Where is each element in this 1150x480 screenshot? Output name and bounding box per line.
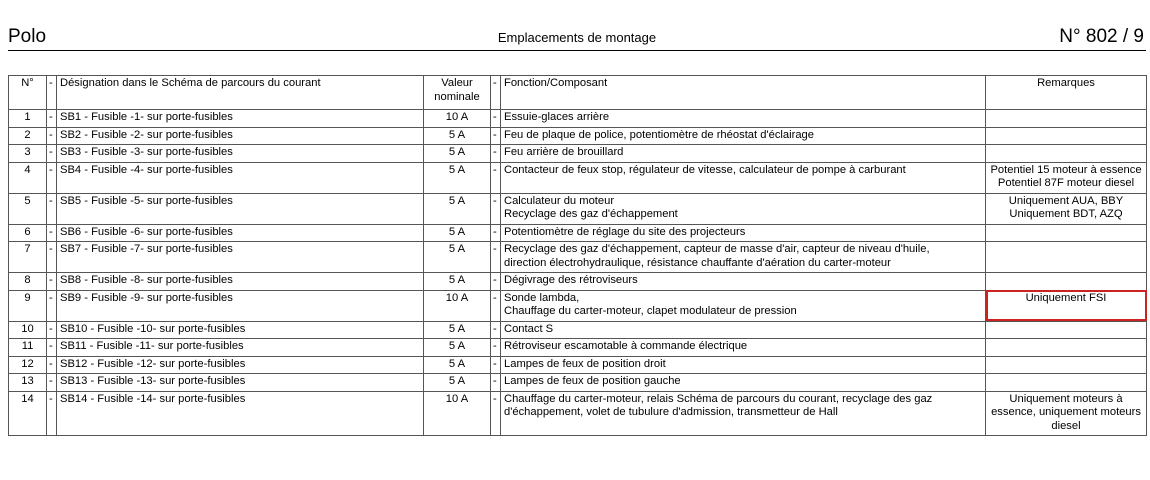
function-line: Contact S (504, 322, 554, 335)
fuse-number: 8 (9, 273, 47, 291)
fuse-remarks (986, 273, 1147, 291)
fuse-function (501, 290, 986, 321)
fuse-number: 1 (9, 110, 47, 128)
fuse-function (501, 356, 986, 374)
fuse-remarks (986, 145, 1147, 163)
fuse-number: 5 (9, 193, 47, 224)
function-line: Chauffage du carter-moteur, relais Schéma de parcours du courant, recyclage des gaz (504, 392, 933, 405)
dash-cell: - (47, 321, 57, 339)
table-row (9, 162, 1147, 193)
fuse-function (501, 162, 986, 193)
fuse-rating: 5 A (424, 127, 491, 145)
dash-cell: - (47, 224, 57, 242)
fuse-number: 3 (9, 145, 47, 163)
fuse-number: 12 (9, 356, 47, 374)
function-line: Dégivrage des rétroviseurs (504, 274, 638, 286)
table-row (9, 321, 1147, 339)
col-header-value (424, 76, 491, 110)
table-row (9, 127, 1147, 145)
fuse-remarks (986, 110, 1147, 128)
fuse-designation: SB7 - Fusible -7- sur porte-fusibles (57, 242, 424, 273)
table-row (9, 290, 1147, 321)
fuse-number: 10 (9, 321, 47, 339)
table-row (9, 242, 1147, 273)
fuse-function (501, 127, 986, 145)
remark-line: diesel (1051, 419, 1081, 432)
fuse-number: 13 (9, 374, 47, 392)
dash-cell: - (47, 356, 57, 374)
table-row (9, 374, 1147, 392)
fuse-remarks (986, 290, 1147, 321)
fuse-function (501, 193, 986, 224)
fuse-rating: 5 A (424, 145, 491, 163)
fuse-designation: SB3 - Fusible -3- sur porte-fusibles (57, 145, 424, 163)
table-row (9, 356, 1147, 374)
function-line: Rétroviseur escamotable à commande électrique (504, 340, 748, 352)
fuse-designation: SB2 - Fusible -2- sur porte-fusibles (57, 127, 424, 145)
fuse-rating: 5 A (424, 321, 491, 339)
dash-cell: - (47, 242, 57, 273)
fuse-designation: SB9 - Fusible -9- sur porte-fusibles (57, 290, 424, 321)
function-line: Calculateur du moteur (504, 194, 615, 207)
function-line: d'échappement, volet de tubulure d'admission, transmetteur de Hall (504, 406, 838, 418)
fuse-remarks (986, 391, 1147, 436)
fuse-designation: SB14 - Fusible -14- sur porte-fusibles (57, 391, 424, 436)
function-line: Essuie-glaces arrière (504, 111, 610, 123)
fuse-designation: SB11 - Fusible -11- sur porte-fusibles (57, 339, 424, 357)
dash-cell: - (47, 290, 57, 321)
function-line: Recyclage des gaz d'échappement (504, 208, 678, 220)
col-header-value-line2: nominale (434, 90, 480, 103)
fuse-number: 14 (9, 391, 47, 436)
fuse-function (501, 242, 986, 273)
fuse-rating: 10 A (424, 110, 491, 128)
fuse-function (501, 321, 986, 339)
function-line: Contacteur de feux stop, régulateur de vitesse, calculateur de pompe à carburant (504, 163, 906, 176)
dash-cell: - (47, 273, 57, 291)
fuse-rating: 5 A (424, 356, 491, 374)
fuse-function (501, 110, 986, 128)
dash-cell: - (491, 127, 501, 145)
remark-line: Uniquement FSI (1025, 291, 1107, 304)
fuse-table-body (9, 110, 1147, 436)
remark-line: essence, uniquement moteurs (991, 406, 1141, 418)
fuse-designation: SB10 - Fusible -10- sur porte-fusibles (57, 321, 424, 339)
remark-line: Uniquement AUA, BBY (1008, 194, 1124, 207)
fuse-rating: 5 A (424, 273, 491, 291)
fuse-designation: SB1 - Fusible -1- sur porte-fusibles (57, 110, 424, 128)
table-row (9, 145, 1147, 163)
fuse-number: 9 (9, 290, 47, 321)
dash-cell: - (491, 391, 501, 436)
function-line: Lampes de feux de position gauche (504, 375, 681, 387)
fuse-designation: SB6 - Fusible -6- sur porte-fusibles (57, 224, 424, 242)
remark-line: Uniquement moteurs à (1009, 392, 1123, 405)
fuse-rating: 10 A (424, 290, 491, 321)
fuse-remarks (986, 127, 1147, 145)
remark-line: Potentiel 87F moteur diesel (997, 177, 1135, 189)
fuse-remarks (986, 356, 1147, 374)
dash-cell: - (491, 110, 501, 128)
remark-line: Uniquement BDT, AZQ (1009, 208, 1123, 220)
fuse-function (501, 224, 986, 242)
fuse-number: 2 (9, 127, 47, 145)
fuse-function (501, 391, 986, 436)
function-line: Potentiomètre de réglage du site des projecteurs (504, 225, 746, 238)
table-header-row (9, 76, 1147, 110)
col-header-dash: - (47, 76, 57, 110)
function-line: Feu arrière de brouillard (504, 146, 624, 158)
fuse-number: 6 (9, 224, 47, 242)
table-row (9, 193, 1147, 224)
fuse-function (501, 339, 986, 357)
fuse-remarks (986, 162, 1147, 193)
fuse-rating: 5 A (424, 224, 491, 242)
col-header-num: N° (9, 76, 47, 110)
fuse-rating: 5 A (424, 339, 491, 357)
dash-cell: - (491, 374, 501, 392)
function-line: Lampes de feux de position droit (504, 357, 666, 370)
dash-cell: - (47, 145, 57, 163)
dash-cell: - (491, 321, 501, 339)
function-line: Chauffage du carter-moteur, clapet modulateur de pression (504, 305, 797, 317)
fuse-remarks (986, 224, 1147, 242)
vehicle-model: Polo (8, 26, 47, 47)
remark-line: Potentiel 15 moteur à essence (990, 163, 1142, 176)
fuse-rating: 5 A (424, 242, 491, 273)
function-line: Feu de plaque de police, potentiomètre de rhéostat d'éclairage (504, 128, 814, 141)
col-header-remarks: Remarques (986, 76, 1147, 110)
col-header-designation: Désignation dans le Schéma de parcours du courant (57, 76, 424, 110)
fuse-remarks (986, 374, 1147, 392)
col-header-value-line1: Valeur (441, 77, 473, 89)
table-row (9, 273, 1147, 291)
table-row (9, 110, 1147, 128)
dash-cell: - (47, 162, 57, 193)
dash-cell: - (47, 374, 57, 392)
fuse-remarks (986, 321, 1147, 339)
fuse-rating: 5 A (424, 193, 491, 224)
fuse-rating: 5 A (424, 374, 491, 392)
fuse-designation: SB5 - Fusible -5- sur porte-fusibles (57, 193, 424, 224)
document-title: Emplacements de montage (497, 30, 657, 45)
dash-cell: - (491, 273, 501, 291)
dash-cell: - (47, 193, 57, 224)
dash-cell: - (491, 145, 501, 163)
fuse-designation: SB4 - Fusible -4- sur porte-fusibles (57, 162, 424, 193)
fuse-remarks (986, 193, 1147, 224)
table-row (9, 339, 1147, 357)
fuse-number: 11 (9, 339, 47, 357)
table-row (9, 391, 1147, 436)
dash-cell: - (47, 339, 57, 357)
dash-cell: - (491, 224, 501, 242)
dash-cell: - (47, 127, 57, 145)
function-line: direction électrohydraulique, résistance chauffante d'aération du carter-moteur (504, 256, 891, 269)
fuse-table (8, 75, 1147, 436)
table-row (9, 224, 1147, 242)
fuse-rating: 10 A (424, 391, 491, 436)
fuse-designation: SB13 - Fusible -13- sur porte-fusibles (57, 374, 424, 392)
fuse-function (501, 374, 986, 392)
fuse-number: 4 (9, 162, 47, 193)
fuse-remarks (986, 339, 1147, 357)
function-line: Recyclage des gaz d'échappement, capteur de masse d'air, capteur de niveau d'huile, (504, 243, 930, 255)
dash-cell: - (491, 242, 501, 273)
dash-cell: - (47, 391, 57, 436)
dash-cell: - (491, 356, 501, 374)
fuse-remarks (986, 242, 1147, 273)
fuse-number: 7 (9, 242, 47, 273)
col-header-function: Fonction/Composant (501, 76, 986, 110)
fuse-rating: 5 A (424, 162, 491, 193)
fuse-function (501, 145, 986, 163)
dash-cell: - (491, 339, 501, 357)
fuse-designation: SB12 - Fusible -12- sur porte-fusibles (57, 356, 424, 374)
dash-cell: - (47, 110, 57, 128)
dash-cell: - (491, 162, 501, 193)
document-number: N° 802 / 9 (1059, 26, 1144, 47)
fuse-designation: SB8 - Fusible -8- sur porte-fusibles (57, 273, 424, 291)
dash-cell: - (491, 193, 501, 224)
fuse-function (501, 273, 986, 291)
col-header-dash: - (491, 76, 501, 110)
document-header (8, 26, 1146, 51)
dash-cell: - (491, 290, 501, 321)
function-line: Sonde lambda, (504, 291, 580, 304)
